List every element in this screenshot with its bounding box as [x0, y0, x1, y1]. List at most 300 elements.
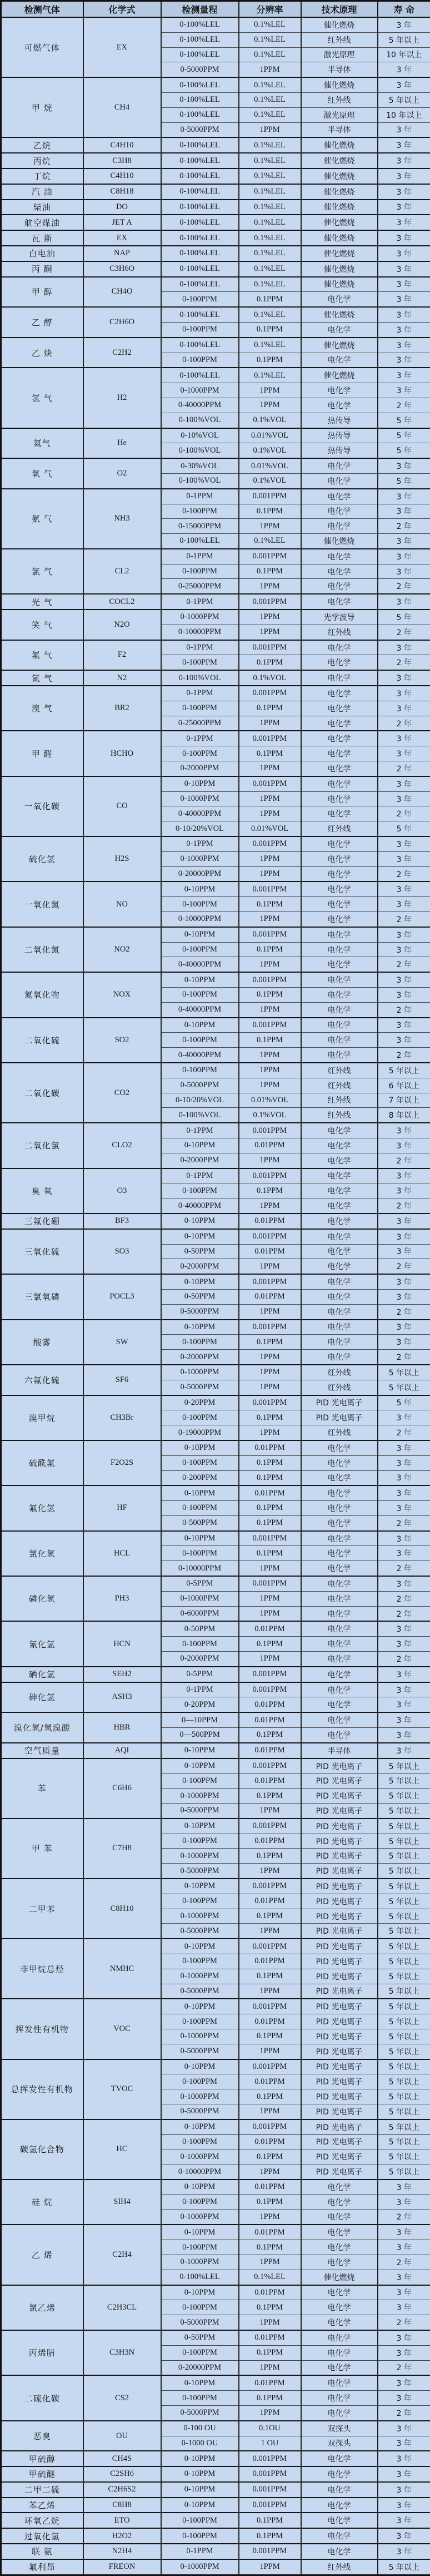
lifespan-cell: 3 年 [378, 640, 430, 655]
resolution-cell: 0.1%LEL [239, 32, 301, 47]
formula-cell: C8H10 [83, 1879, 161, 1939]
range-cell: 0-10000PPM [161, 1561, 239, 1576]
table-row [1, 2559, 430, 2575]
range-cell: 0-10PPM [161, 776, 239, 791]
lifespan-cell: 3 年 [378, 307, 430, 322]
gas-name-cell: 氮 气 [1, 670, 83, 686]
table-row [1, 153, 430, 169]
principle-cell: 电化学 [301, 897, 378, 912]
resolution-cell: 1PPM [239, 1591, 301, 1606]
resolution-cell: 0.1%LEL [239, 215, 301, 230]
gas-name-cell: 磷化氢 [1, 1576, 83, 1621]
col-header-range: 检测量程 [161, 1, 239, 18]
formula-cell: CLO2 [83, 1123, 161, 1168]
range-cell: 0-5000PPM [161, 2315, 239, 2330]
gas-name-cell: 环氧乙烷 [1, 2513, 83, 2528]
lifespan-cell: 2 年 [378, 866, 430, 881]
resolution-cell: 1PPM [239, 1606, 301, 1621]
table-row [1, 1018, 430, 1033]
range-cell: 0-100%LEL [161, 153, 239, 169]
range-cell: 0-10PPM [161, 1138, 239, 1153]
resolution-cell: 0.01%VOL [239, 1093, 301, 1108]
gas-name-cell: 丙烯腈 [1, 2330, 83, 2375]
resolution-cell: 0.1%LEL [239, 153, 301, 169]
formula-cell: C3H3N [83, 2330, 161, 2375]
range-cell: 0-1PPM [161, 2544, 239, 2559]
formula-cell: F2 [83, 640, 161, 671]
range-cell: 0-10PPM [161, 1743, 239, 1758]
principle-cell: 电化学 [301, 2300, 378, 2315]
gas-name-cell: 甲 醇 [1, 277, 83, 308]
lifespan-cell: 3 年 [378, 489, 430, 504]
principle-cell: 催化燃烧 [301, 261, 378, 277]
lifespan-cell: 3 年 [378, 791, 430, 806]
resolution-cell: 0.1%LEL [239, 169, 301, 184]
lifespan-cell: 3 年 [378, 1289, 430, 1304]
gas-name-cell: 氟利昂 [1, 2559, 83, 2575]
range-cell: 0-10000PPM [161, 625, 239, 640]
lifespan-cell: 2 年 [378, 1259, 430, 1274]
resolution-cell: 0.1PPM [239, 1335, 301, 1350]
principle-cell: 电化学 [301, 1153, 378, 1168]
table-row [1, 1123, 430, 1138]
principle-cell: 催化燃烧 [301, 277, 378, 292]
resolution-cell: 0.1%LEL [239, 200, 301, 215]
table-row [1, 2375, 430, 2390]
lifespan-cell: 5 年以上 [378, 32, 430, 47]
lifespan-cell: 3 年 [378, 458, 430, 473]
principle-cell: 电化学 [301, 866, 378, 881]
lifespan-cell: 5 年以上 [378, 2164, 430, 2179]
range-cell: 0-100PPM [161, 655, 239, 670]
table-row [1, 1758, 430, 1774]
principle-cell: PID 光电离子 [301, 1999, 378, 2014]
lifespan-cell: 3 年 [378, 2436, 430, 2451]
range-cell: 0-100PPM [161, 988, 239, 1003]
resolution-cell: 1PPM [239, 1924, 301, 1939]
resolution-cell: 0.01PPM [239, 2375, 301, 2390]
resolution-cell: 1PPM [239, 1425, 301, 1440]
lifespan-cell: 2 年 [378, 806, 430, 821]
table-row [1, 428, 430, 443]
range-cell: 0-5000PPM [161, 62, 239, 77]
formula-cell: BF3 [83, 1213, 161, 1229]
resolution-cell: 0.1%VOL [239, 670, 301, 686]
range-cell: 0-100%LEL [161, 107, 239, 122]
table-row [1, 184, 430, 200]
lifespan-cell: 3 年 [378, 2179, 430, 2194]
table-row [1, 1576, 430, 1591]
lifespan-cell: 3 年 [378, 927, 430, 942]
gas-name-cell: 氯 气 [1, 549, 83, 594]
formula-cell: C3H6O [83, 261, 161, 277]
formula-cell: NOX [83, 972, 161, 1017]
table-row [1, 2330, 430, 2345]
formula-cell: OU [83, 2421, 161, 2451]
resolution-cell: 0.001PPM [239, 1229, 301, 1244]
table-row [1, 2498, 430, 2513]
lifespan-cell: 5 年以上 [378, 1758, 430, 1774]
lifespan-cell: 2 年 [378, 1002, 430, 1017]
resolution-cell: 0.1%LEL [239, 184, 301, 200]
lifespan-cell: 2 年 [378, 579, 430, 594]
principle-cell: 红外线 [301, 1380, 378, 1395]
resolution-cell: 0.01PPM [239, 2179, 301, 2194]
resolution-cell: 0.1%LEL [239, 261, 301, 277]
formula-cell: NH3 [83, 489, 161, 549]
resolution-cell: 0.001PPM [239, 594, 301, 610]
gas-name-cell: 乙 醇 [1, 307, 83, 338]
table-row [1, 2528, 430, 2544]
principle-cell: 电化学 [301, 640, 378, 655]
gas-name-cell: 硫化氢 [1, 836, 83, 881]
principle-cell: 电化学 [301, 1531, 378, 1546]
principle-cell: 电化学 [301, 2225, 378, 2240]
principle-cell: 催化燃烧 [301, 368, 378, 383]
principle-cell: 电化学 [301, 1546, 378, 1561]
table-row [1, 2451, 430, 2466]
resolution-cell: 0.1%LEL [239, 17, 301, 32]
principle-cell: 半导体 [301, 62, 378, 77]
lifespan-cell: 2 年 [378, 2255, 430, 2270]
principle-cell: 电化学 [301, 398, 378, 413]
resolution-cell: 0.1PPM [239, 1789, 301, 1804]
resolution-cell: 1PPM [239, 610, 301, 625]
principle-cell: 电化学 [301, 2498, 378, 2513]
resolution-cell: 0.001PPM [239, 776, 301, 791]
lifespan-cell: 5 年以上 [378, 1969, 430, 1984]
range-cell: 0-1000PPM [161, 2559, 239, 2575]
range-cell: 0-20PPM [161, 1395, 239, 1410]
formula-cell: DO [83, 200, 161, 215]
resolution-cell: 1PPM [239, 1804, 301, 1819]
lifespan-cell: 3 年 [378, 1667, 430, 1682]
resolution-cell: 0.1PPM [239, 1410, 301, 1425]
lifespan-cell: 3 年 [378, 1335, 430, 1350]
principle-cell: PID 光电离子 [301, 2029, 378, 2044]
resolution-cell: 1PPM [239, 1259, 301, 1274]
gas-name-cell: 二氧化碳 [1, 1063, 83, 1123]
resolution-cell: 0.1PPM [239, 1728, 301, 1743]
resolution-cell: 0.1%LEL [239, 307, 301, 322]
range-cell: 0-10PPM [161, 1819, 239, 1834]
lifespan-cell: 2 年 [378, 625, 430, 640]
lifespan-cell: 3 年 [378, 776, 430, 791]
formula-cell: C4H10 [83, 137, 161, 153]
principle-cell: PID 光电离子 [301, 1864, 378, 1879]
lifespan-cell: 3 年 [378, 2391, 430, 2406]
principle-cell: 电化学 [301, 2360, 378, 2375]
lifespan-cell: 2 年 [378, 1561, 430, 1576]
lifespan-cell: 3 年 [378, 1682, 430, 1697]
table-row [1, 2119, 430, 2134]
resolution-cell: 0.1PPM [239, 1183, 301, 1198]
principle-cell: 电化学 [301, 731, 378, 746]
principle-cell: 红外线 [301, 32, 378, 47]
principle-cell: 催化燃烧 [301, 2270, 378, 2285]
resolution-cell: 0.1PPM [239, 1546, 301, 1561]
resolution-cell: 0.1%LEL [239, 534, 301, 549]
resolution-cell: 0.001PPM [239, 1999, 301, 2014]
gas-name-cell: 丙烷 [1, 153, 83, 169]
lifespan-cell: 5 年 [378, 413, 430, 428]
formula-cell: SEH2 [83, 1667, 161, 1682]
lifespan-cell: 3 年 [378, 215, 430, 230]
range-cell: 0-100PPM [161, 746, 239, 761]
resolution-cell: 0.1%VOL [239, 1108, 301, 1123]
principle-cell: 电化学 [301, 2451, 378, 2466]
lifespan-cell: 3 年 [378, 1697, 430, 1712]
resolution-cell: 0.001PPM [239, 2119, 301, 2134]
lifespan-cell: 2 年 [378, 1591, 430, 1606]
range-cell: 0-5000PPM [161, 2044, 239, 2059]
resolution-cell: 0.1PPM [239, 2029, 301, 2044]
table-row [1, 594, 430, 610]
resolution-cell: 0.001PPM [239, 1531, 301, 1546]
principle-cell: 电化学 [301, 473, 378, 488]
gas-name-cell: 氟 气 [1, 640, 83, 671]
table-row [1, 2421, 430, 2436]
range-cell: 0-40000PPM [161, 398, 239, 413]
range-cell: 0-100PPM [161, 1410, 239, 1425]
resolution-cell: 0.001PPM [239, 2498, 301, 2513]
formula-cell: H2 [83, 368, 161, 428]
table-row [1, 610, 430, 625]
principle-cell: 催化燃烧 [301, 77, 378, 92]
table-row [1, 927, 430, 942]
principle-cell: 电化学 [301, 1440, 378, 1455]
range-cell: 0-100PPM [161, 2240, 239, 2255]
table-row [1, 1999, 430, 2014]
lifespan-cell: 3 年 [378, 2528, 430, 2544]
principle-cell: 电化学 [301, 322, 378, 337]
formula-cell: TVOC [83, 2059, 161, 2119]
formula-cell: NO [83, 881, 161, 927]
resolution-cell: 1PPM [239, 398, 301, 413]
range-cell: 0-100PPM [161, 897, 239, 912]
gas-name-cell: 碳氢化合物 [1, 2119, 83, 2179]
lifespan-cell: 3 年 [378, 549, 430, 564]
range-cell: 0-1000PPM [161, 610, 239, 625]
lifespan-cell: 2 年 [378, 519, 430, 534]
resolution-cell: 1PPM [239, 2044, 301, 2059]
gas-name-cell: 氟化氢 [1, 1485, 83, 1530]
principle-cell: 电化学 [301, 1712, 378, 1727]
range-cell: 0-100PPM [161, 1063, 239, 1078]
lifespan-cell: 3 年 [378, 1531, 430, 1546]
formula-cell: C3H8 [83, 153, 161, 169]
range-cell: 0-100%LEL [161, 47, 239, 62]
lifespan-cell: 5 年 [378, 821, 430, 836]
principle-cell: 电化学 [301, 1591, 378, 1606]
principle-cell: 光学波导 [301, 610, 378, 625]
lifespan-cell: 3 年 [378, 1183, 430, 1198]
lifespan-cell: 3 年 [378, 277, 430, 292]
lifespan-cell: 5 年 [378, 428, 430, 443]
principle-cell: 电化学 [301, 292, 378, 307]
lifespan-cell: 3 年 [378, 1728, 430, 1743]
principle-cell: 电化学 [301, 761, 378, 776]
resolution-cell: 1PPM [239, 2559, 301, 2575]
formula-cell: C6H6 [83, 1758, 161, 1819]
table-row [1, 2285, 430, 2300]
lifespan-cell: 8 年以上 [378, 1108, 430, 1123]
resolution-cell: 0.1%LEL [239, 277, 301, 292]
lifespan-cell: 2 年 [378, 1198, 430, 1213]
range-cell: 0-100PPM [161, 2345, 239, 2360]
table-row [1, 1063, 430, 1078]
range-cell: 0-5000PPM [161, 2405, 239, 2420]
principle-cell: 电化学 [301, 594, 378, 610]
resolution-cell: 1PPM [239, 761, 301, 776]
principle-cell: 双探头 [301, 2436, 378, 2451]
lifespan-cell: 5 年以上 [378, 2029, 430, 2044]
range-cell: 0-10000PPM [161, 912, 239, 927]
lifespan-cell: 6 年以上 [378, 1078, 430, 1093]
formula-cell: C4H10 [83, 169, 161, 184]
principle-cell: 催化燃烧 [301, 184, 378, 200]
lifespan-cell: 7 年以上 [378, 1093, 430, 1108]
principle-cell: 电化学 [301, 1470, 378, 1485]
gas-name-cell: 氰化氢 [1, 1621, 83, 1666]
lifespan-cell: 3 年 [378, 62, 430, 77]
range-cell: 0-200PPM [161, 1470, 239, 1485]
gas-name-cell: 三氧化硫 [1, 1229, 83, 1274]
principle-cell: 催化燃烧 [301, 215, 378, 230]
lifespan-cell: 3 年 [378, 2482, 430, 2498]
gas-name-cell: 乙 炔 [1, 338, 83, 368]
principle-cell: 电化学 [301, 1501, 378, 1516]
resolution-cell: 0.1%LEL [239, 92, 301, 107]
range-cell: 0-1000PPM [161, 851, 239, 866]
gas-name-cell: 氢 气 [1, 368, 83, 428]
gas-name-cell: 氮氧化物 [1, 972, 83, 1017]
col-header-resolution: 分辨率 [239, 1, 301, 18]
range-cell: 0-100PPM [161, 701, 239, 716]
resolution-cell: 0.1PPM [239, 2528, 301, 2544]
lifespan-cell: 3 年 [378, 230, 430, 246]
formula-cell: CH4 [83, 77, 161, 137]
formula-cell: AQI [83, 1743, 161, 1758]
range-cell: 0-10PPM [161, 2498, 239, 2513]
resolution-cell: 0.1PPM [239, 2149, 301, 2164]
resolution-cell: 0.1PPM [239, 1637, 301, 1652]
principle-cell: 激光原理 [301, 47, 378, 62]
range-cell: 0-100PPM [161, 1501, 239, 1516]
principle-cell: 电化学 [301, 1455, 378, 1470]
lifespan-cell: 10 年以上 [378, 47, 430, 62]
formula-cell: SO3 [83, 1229, 161, 1274]
lifespan-cell: 3 年 [378, 1440, 430, 1455]
principle-cell: 电化学 [301, 1637, 378, 1652]
lifespan-cell: 2 年 [378, 2315, 430, 2330]
principle-cell: PID 光电离子 [301, 1924, 378, 1939]
lifespan-cell: 3 年 [378, 2498, 430, 2513]
resolution-cell: 0.01PPM [239, 1697, 301, 1712]
resolution-cell: 0.1PPM [239, 1909, 301, 1924]
formula-cell: ETO [83, 2513, 161, 2528]
gas-name-cell: 苯乙烯 [1, 2498, 83, 2513]
principle-cell: 电化学 [301, 489, 378, 504]
table-row [1, 489, 430, 504]
range-cell: 0-100%LEL [161, 230, 239, 246]
lifespan-cell: 5 年以上 [378, 1819, 430, 1834]
principle-cell: 电化学 [301, 1018, 378, 1033]
resolution-cell: 0.1PPM [239, 2391, 301, 2406]
lifespan-cell: 3 年 [378, 851, 430, 866]
gas-name-cell: 三氯氧磷 [1, 1274, 83, 1319]
lifespan-cell: 3 年 [378, 670, 430, 686]
range-cell: 0-5000PPM [161, 1864, 239, 1879]
resolution-cell: 0.01PPM [239, 1289, 301, 1304]
principle-cell: 电化学 [301, 2285, 378, 2300]
principle-cell: 电化学 [301, 1123, 378, 1138]
range-cell: 0-100PPM [161, 1834, 239, 1849]
range-cell: 0-10PPM [161, 2179, 239, 2194]
resolution-cell: 1PPM [239, 806, 301, 821]
principle-cell: PID 光电离子 [301, 1909, 378, 1924]
principle-cell: 电化学 [301, 791, 378, 806]
range-cell: 0-5000PPM [161, 1984, 239, 1999]
table-row [1, 2482, 430, 2498]
lifespan-cell: 3 年 [378, 246, 430, 261]
principle-cell: 红外线 [301, 1078, 378, 1093]
range-cell: 0-10PPM [161, 2285, 239, 2300]
range-cell: 0-1000PPM [161, 1849, 239, 1864]
gas-name-cell: 白电油 [1, 246, 83, 261]
range-cell: 0-100PPM [161, 564, 239, 579]
range-cell: 0-100PPM [161, 2300, 239, 2315]
lifespan-cell: 2 年 [378, 2210, 430, 2225]
principle-cell: 电化学 [301, 1576, 378, 1591]
gas-name-cell: 航空煤油 [1, 215, 83, 230]
gas-name-cell: 二硫化碳 [1, 2375, 83, 2420]
resolution-cell: 0.01PPM [239, 2285, 301, 2300]
range-cell: 0-100%LEL [161, 307, 239, 322]
gas-name-cell: 联 氨 [1, 2544, 83, 2559]
principle-cell: 电化学 [301, 1289, 378, 1304]
lifespan-cell: 5 年以上 [378, 2044, 430, 2059]
principle-cell: 电化学 [301, 2179, 378, 2194]
range-cell: 0-5000PPM [161, 1380, 239, 1395]
range-cell: 0-100PPM [161, 1954, 239, 1969]
resolution-cell: 0.01PPM [239, 1244, 301, 1259]
table-row [1, 458, 430, 473]
resolution-cell: 0.1%VOL [239, 443, 301, 458]
lifespan-cell: 2 年 [378, 2405, 430, 2420]
table-row [1, 169, 430, 184]
table-row [1, 549, 430, 564]
formula-cell: HCL [83, 1531, 161, 1576]
principle-cell: 电化学 [301, 988, 378, 1003]
principle-cell: 电化学 [301, 1682, 378, 1697]
resolution-cell: 0.001PPM [239, 1123, 301, 1138]
range-cell: 0-25000PPM [161, 716, 239, 731]
table-row [1, 1440, 430, 1455]
principle-cell: 电化学 [301, 2255, 378, 2270]
range-cell: 0-100%LEL [161, 246, 239, 261]
lifespan-cell: 3 年 [378, 1244, 430, 1259]
lifespan-cell: 3 年 [378, 1470, 430, 1485]
range-cell: 0-5000PPM [161, 122, 239, 137]
gas-name-cell: 氯化氢 [1, 1531, 83, 1576]
lifespan-cell: 2 年 [378, 655, 430, 670]
resolution-cell: 0.001PPM [239, 1758, 301, 1774]
resolution-cell: 0.001PPM [239, 686, 301, 701]
formula-cell: HCHO [83, 731, 161, 776]
resolution-cell: 0.01PPM [239, 1440, 301, 1455]
resolution-cell: 1 OU [239, 2436, 301, 2451]
